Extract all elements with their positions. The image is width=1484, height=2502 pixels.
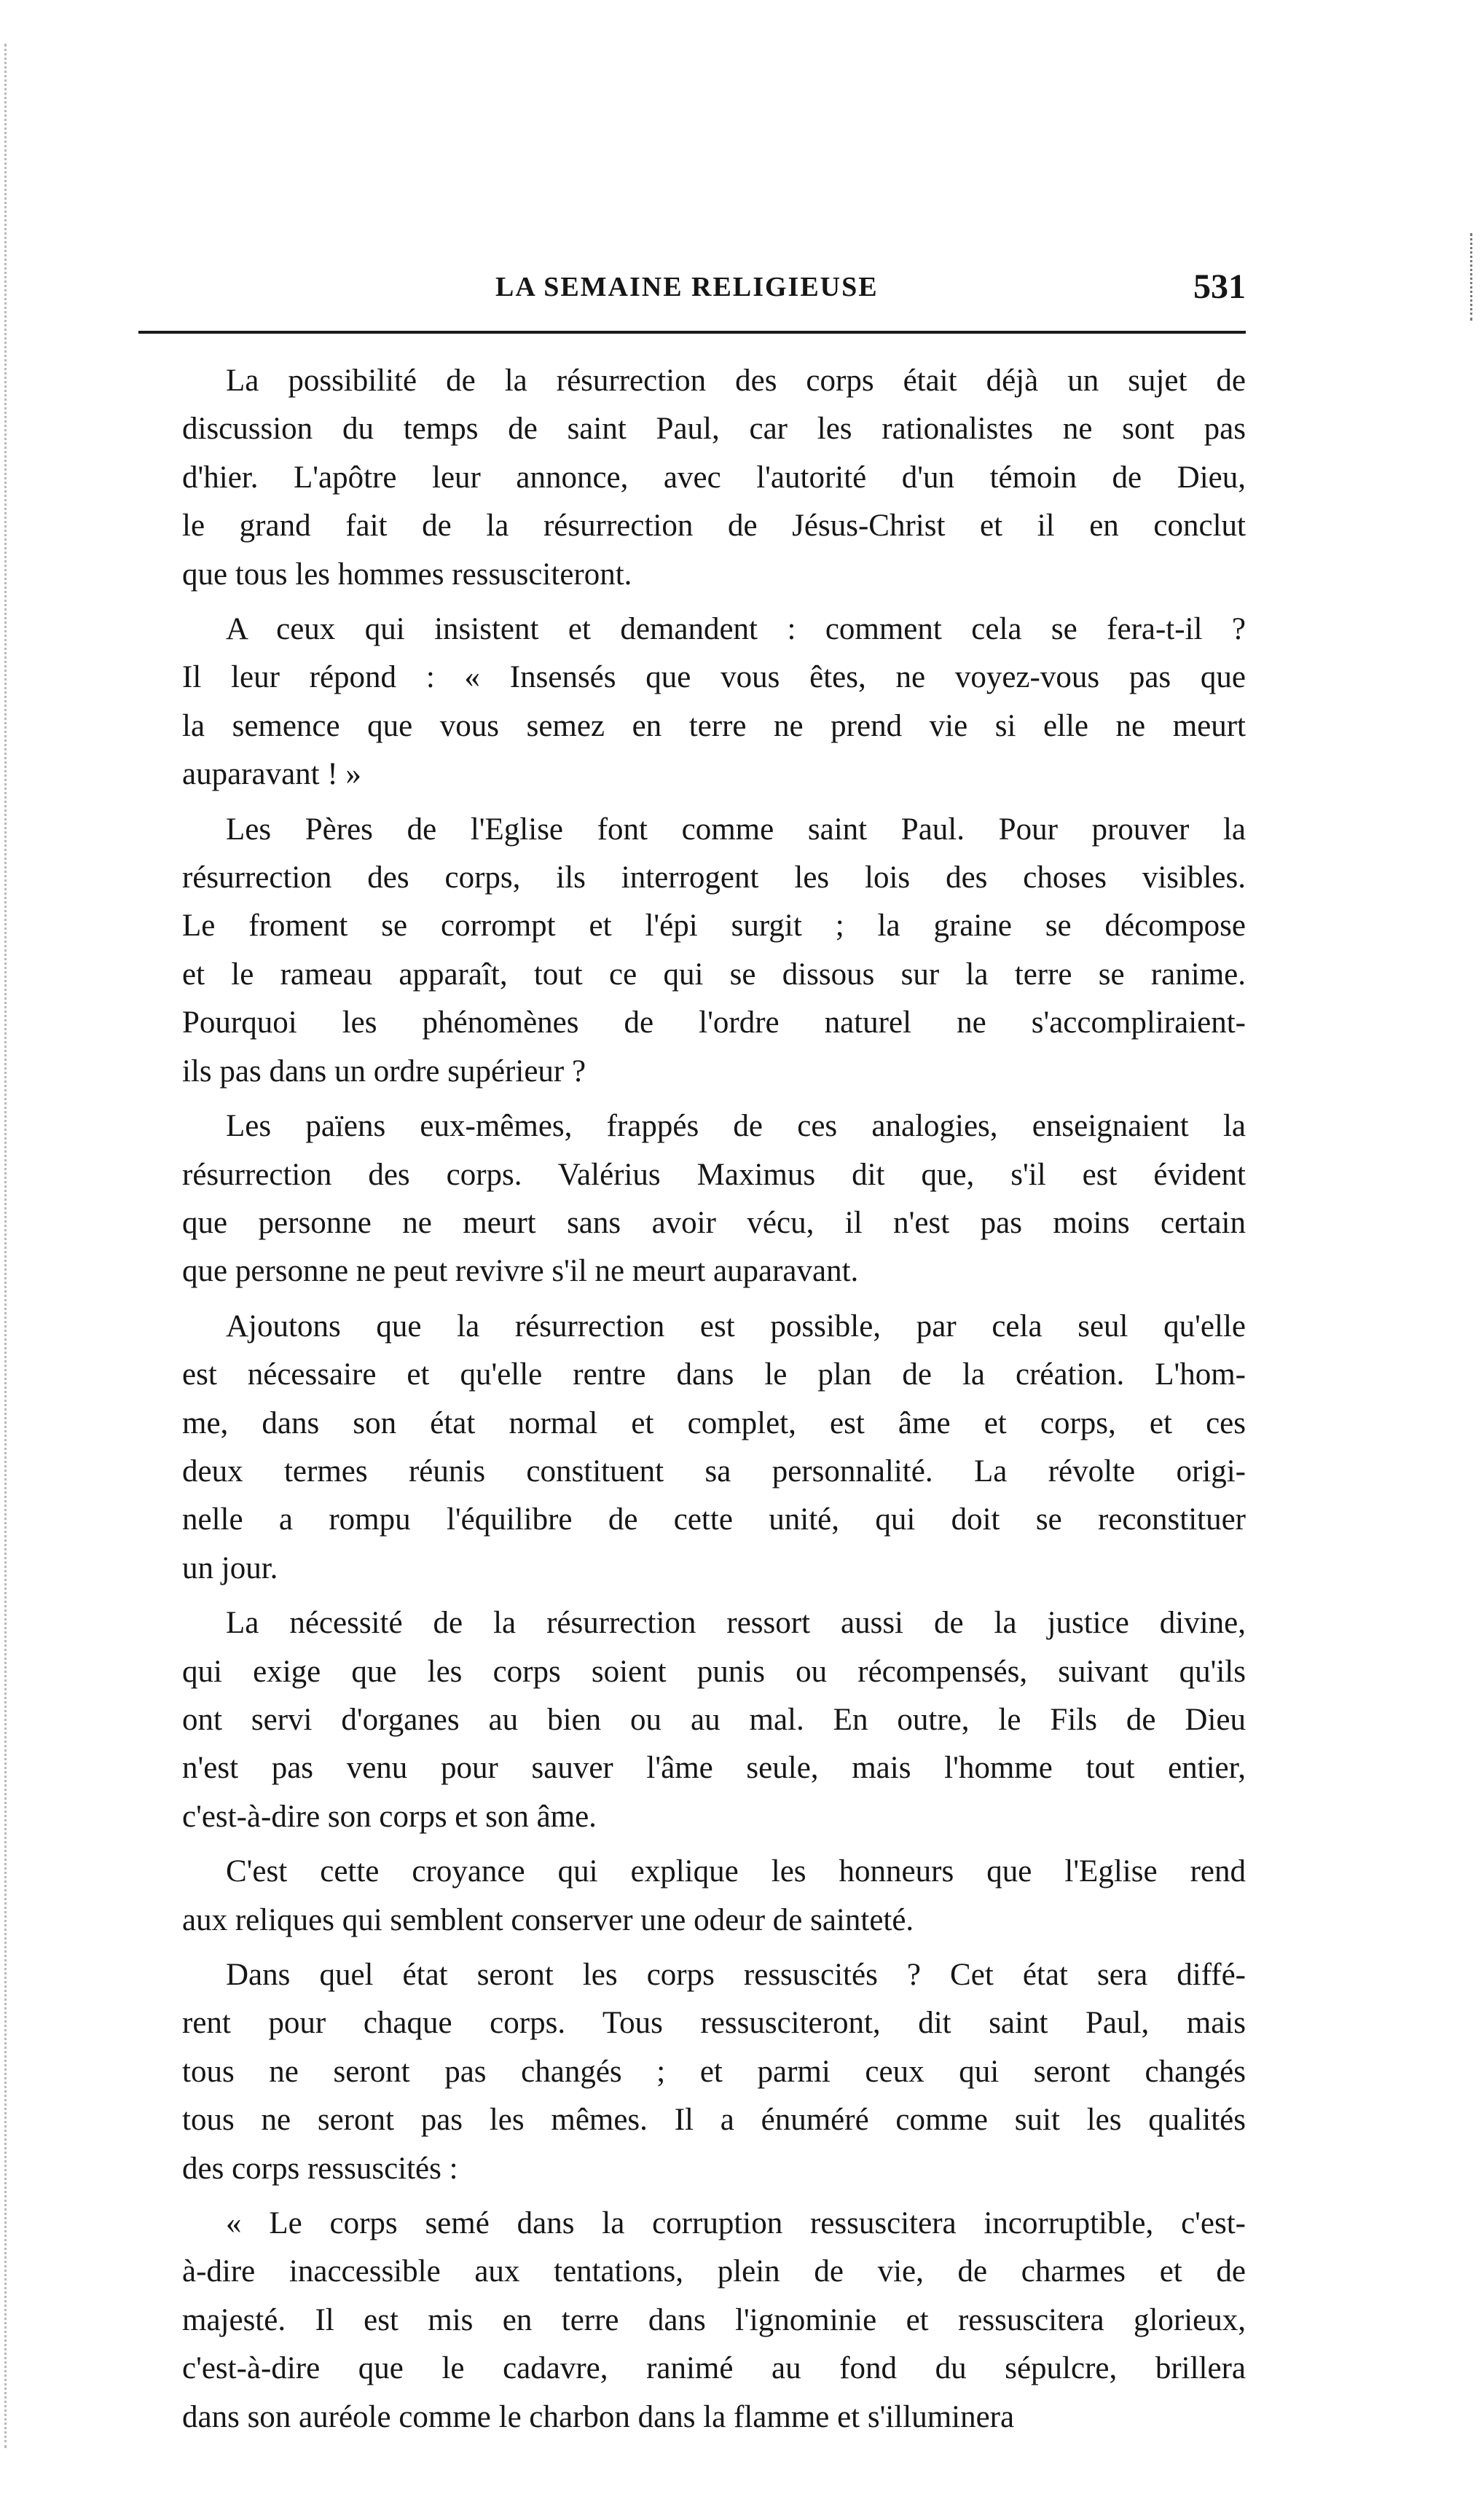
text-line: est nécessaire et qu'elle rentre dans le plan de la création. L'hom-	[182, 1357, 1246, 1392]
text-line: dans son auréole comme le charbon dans la flamme et s'illuminera	[182, 2399, 1015, 2434]
text-line: que personne ne meurt sans avoir vécu, il n'est pas moins certain	[182, 1205, 1246, 1240]
paragraph	[138, 1951, 1246, 2193]
text-line: que personne ne peut revivre s'il ne meurt auparavant.	[182, 1254, 859, 1289]
text-line: nelle a rompu l'équilibre de cette unité, qui doit se reconstituer	[182, 1502, 1246, 1537]
paragraph	[138, 1102, 1246, 1296]
text-line: des corps ressuscités :	[182, 2151, 458, 2186]
paragraph	[138, 605, 1246, 799]
text-line: discussion du temps de saint Paul, car les rationalistes ne sont pas	[182, 412, 1246, 447]
text-line: c'est-à-dire que le cadavre, ranimé au fond du sépulcre, brillera	[182, 2351, 1246, 2386]
text-line: n'est pas venu pour sauver l'âme seule, mais l'homme tout entier,	[182, 1751, 1246, 1786]
text-line: tous ne seront pas les mêmes. Il a énuméré comme suit les qualités	[182, 2103, 1246, 2138]
text-line: auparavant ! »	[182, 757, 361, 792]
text-line: ils pas dans un ordre supérieur ?	[182, 1054, 586, 1089]
text-line: Le froment se corrompt et l'épi surgit ; la graine se décompose	[182, 909, 1246, 944]
text-line: Les païens eux-mêmes, frappés de ces analogies, enseignaient la	[226, 1109, 1246, 1144]
text-line: Ajoutons que la résurrection est possible, par cela seul qu'elle	[226, 1309, 1246, 1344]
text-line: que tous les hommes ressusciteront.	[182, 557, 632, 592]
body-text	[138, 357, 1246, 2448]
text-line: d'hier. L'apôtre leur annonce, avec l'autorité d'un témoin de Dieu,	[182, 460, 1246, 495]
text-line: La possibilité de la résurrection des corps était déjà un sujet de	[226, 364, 1246, 398]
text-line: rent pour chaque corps. Tous ressusciteront, dit saint Paul, mais	[182, 2006, 1246, 2041]
text-line: résurrection des corps, ils interrogent les lois des choses visibles.	[182, 860, 1246, 895]
page-header	[138, 267, 1246, 315]
text-line: « Le corps semé dans la corruption ressuscitera incorruptible, c'est-	[226, 2206, 1246, 2241]
text-line: aux reliques qui semblent conserver une odeur de sainteté.	[182, 1902, 914, 1937]
text-line: le grand fait de la résurrection de Jésus-Christ et il en conclut	[182, 509, 1246, 544]
running-title: LA SEMAINE RELIGIEUSE	[495, 272, 879, 302]
text-line: La nécessité de la résurrection ressort aussi de la justice divine,	[226, 1606, 1246, 1641]
header-rule	[138, 331, 1246, 334]
text-line: Dans quel état seront les corps ressuscités ? Cet état sera diffé-	[226, 1958, 1246, 1992]
text-line: résurrection des corps. Valérius Maximus dit que, s'il est évident	[182, 1157, 1246, 1192]
paragraph	[138, 1599, 1246, 1841]
left-margin-dots	[4, 44, 15, 2448]
text-line: Les Pères de l'Eglise font comme saint Paul. Pour prouver la	[226, 812, 1246, 847]
text-line: majesté. Il est mis en terre dans l'ignominie et ressuscitera glorieux,	[182, 2302, 1246, 2337]
paragraph	[138, 2200, 1246, 2442]
text-line: à-dire inaccessible aux tentations, plein de vie, de charmes et de	[182, 2254, 1246, 2289]
text-line: Il leur répond : « Insensés que vous êtes, ne voyez-vous pas que	[182, 660, 1246, 695]
text-line: Pourquoi les phénomènes de l'ordre naturel ne s'accompliraient-	[182, 1005, 1246, 1040]
text-line: et le rameau apparaît, tout ce qui se dissous sur la terre se ranime.	[182, 957, 1246, 992]
text-line: me, dans son état normal et complet, est âme et corps, et ces	[182, 1405, 1246, 1440]
page-number: 531	[1193, 267, 1246, 306]
right-margin-dots	[1470, 233, 1481, 321]
paragraph	[138, 357, 1246, 599]
paragraph	[138, 1303, 1246, 1593]
paragraph	[138, 1848, 1246, 1945]
text-line: tous ne seront pas changés ; et parmi ceux qui seront changés	[182, 2054, 1246, 2089]
text-line: deux termes réunis constituent sa personnalité. La révolte origi-	[182, 1454, 1246, 1489]
text-line: la semence que vous semez en terre ne prend vie si elle ne meurt	[182, 708, 1246, 743]
text-line: C'est cette croyance qui explique les honneurs que l'Eglise rend	[226, 1854, 1246, 1889]
paragraph	[138, 806, 1246, 1096]
text-line: ont servi d'organes au bien ou au mal. En outre, le Fils de Dieu	[182, 1702, 1246, 1737]
text-line: qui exige que les corps soient punis ou récompensés, suivant qu'ils	[182, 1654, 1246, 1689]
text-line: c'est-à-dire son corps et son âme.	[182, 1799, 597, 1834]
text-line: un jour.	[182, 1550, 278, 1585]
text-line: A ceux qui insistent et demandent : comment cela se fera-t-il ?	[226, 612, 1246, 647]
